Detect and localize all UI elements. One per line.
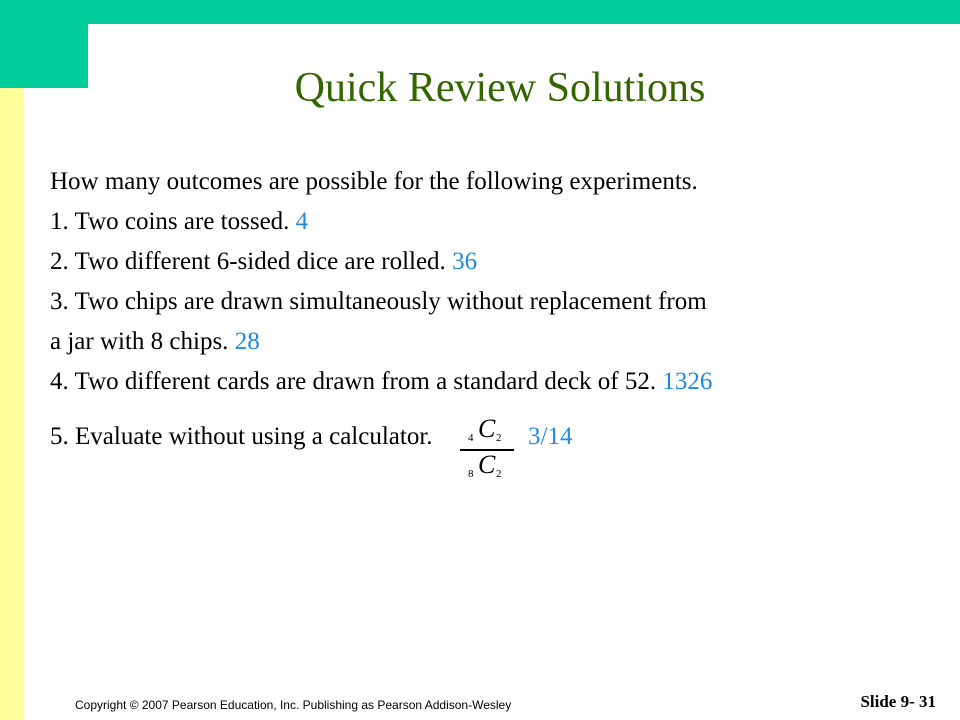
item-3 bbox=[50, 285, 707, 319]
item-3-text: 3. Two chips are drawn simultaneously without replacement from bbox=[50, 288, 707, 315]
numerator-pre-subscript: 4 bbox=[468, 432, 474, 444]
item-2-text: 2. Two different 6-sided dice are rolled. bbox=[50, 248, 446, 275]
item-4-answer: 1326 bbox=[662, 368, 713, 395]
numerator-subscript: 2 bbox=[496, 432, 502, 444]
denominator-letter: C bbox=[478, 450, 496, 479]
item-2 bbox=[50, 245, 477, 279]
item-1 bbox=[50, 205, 308, 239]
intro-line: How many outcomes are possible for the following experiments. bbox=[50, 168, 698, 195]
denominator-subscript: 2 bbox=[496, 468, 502, 480]
side-accent-strip bbox=[0, 88, 24, 720]
item-1-text: 1. Two coins are tossed. bbox=[50, 208, 290, 235]
slide-number: Slide 9- 31 bbox=[860, 692, 936, 711]
item-5 bbox=[50, 414, 573, 480]
combination-fraction bbox=[460, 414, 516, 486]
item-1-answer: 4 bbox=[295, 208, 309, 235]
item-4-text: 4. Two different cards are drawn from a standard deck of 52. bbox=[50, 368, 657, 395]
denominator-pre-subscript: 8 bbox=[468, 468, 474, 480]
top-accent-bar bbox=[88, 0, 960, 24]
copyright-footer: Copyright © 2007 Pearson Education, Inc. Publishing as Pearson Addison-Wesley bbox=[75, 698, 512, 712]
item-3-continued bbox=[50, 325, 260, 359]
item-2-answer: 36 bbox=[452, 248, 478, 275]
numerator-letter: C bbox=[478, 414, 496, 443]
slide-title: Quick Review Solutions bbox=[294, 65, 706, 111]
item-3-answer: 28 bbox=[234, 328, 260, 355]
item-4 bbox=[50, 365, 712, 399]
item-3-continued-text: a jar with 8 chips. bbox=[50, 328, 229, 355]
item-5-answer: 3/14 bbox=[528, 423, 573, 450]
item-5-text: 5. Evaluate without using a calculator. bbox=[50, 423, 433, 450]
